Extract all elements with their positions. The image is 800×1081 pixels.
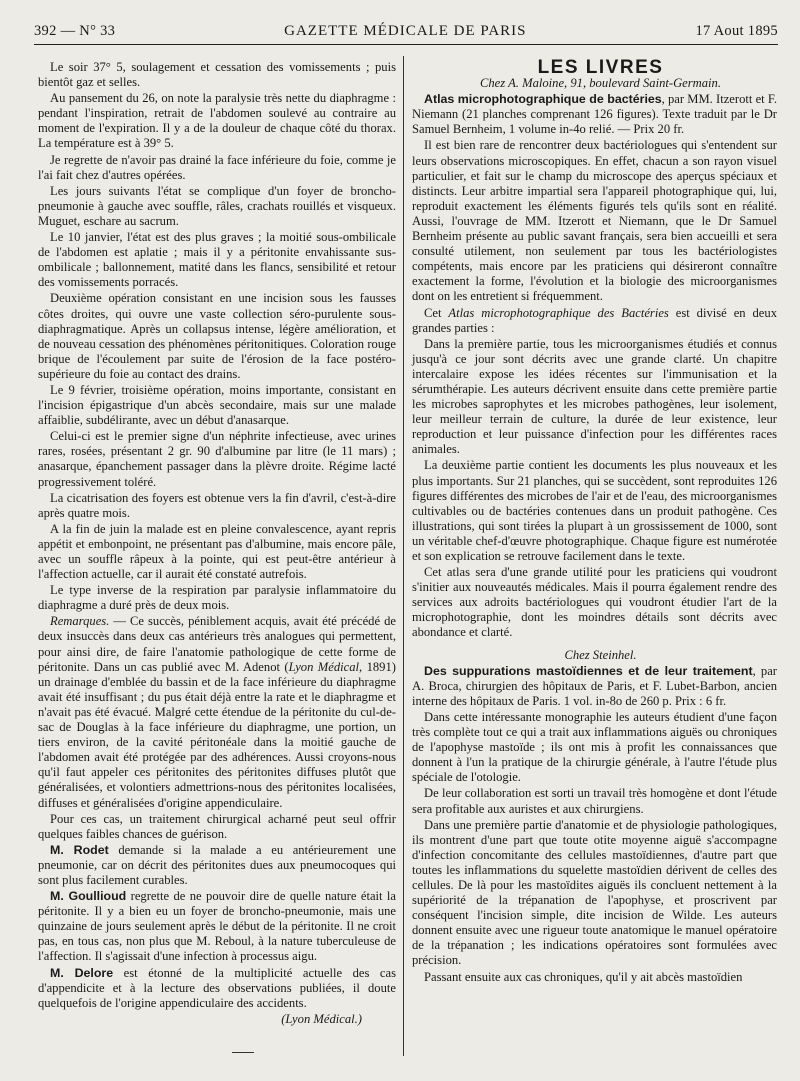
paragraph [412, 306, 777, 336]
column-divider [403, 56, 404, 1056]
paragraph: Je regrette de n'avoir pas drainé la face inférieure du foie, comme je l'ai fait chez d'autres opérées. [38, 152, 396, 182]
book-title: Des suppurations mastoïdiennes et de leur traitement [424, 663, 753, 678]
paragraph: Dans la première partie, tous les microorganismes étudiés et connus jusqu'à ce jour sont décrits avec une grande clarté. Un chapitre intercalaire expose les idées récentes sur l'immunisation et la sérumthérapie. Les auteurs décrivent ensuite dans cette première partie les microbes saprophytes et les microbes pathogènes, leur isolement, leur meilleur terrain de culture, la durée de leur existence, leur reproduction et leur puissance d'infection pour les différentes races animales. [412, 336, 777, 457]
paragraph: De leur collaboration est sorti un travail très homogène et dont l'étude sera profitable aux auristes et aux chirurgiens. [412, 786, 777, 816]
right-column [412, 57, 777, 986]
paragraph: Le type inverse de la respiration par paralysie inflammatoire du diaphragme a duré près de deux mois. [38, 583, 396, 613]
book-title: Atlas microphotographique de bactéries [424, 92, 662, 107]
issue-date: 17 Aout 1895 [695, 22, 778, 39]
paragraph: Le soir 37° 5, soulagement et cessation des vomissements ; puis bientôt gaz et selles. [38, 60, 396, 90]
remarks-text-rest: , 1891) un drainage d'emblée du bassin et de la face inférieure du diaphragme avait été insuffisant ; du pus était déjà entre la rate et le diaphragme et n'avait pas été évacué. Malgré cette étendue de la péritonite du cul-de-sac de Douglas à la face inférieure du diaphragme, une portion, un tiers environ, de la cavité péritonéale dans la moitié gauche de l'abdomen avait été protégée par des adhérences. Aussi croyons-nous qu'il faut appeler ces péritonites des péritonites diffuses plutôt que généralisées, et volontiers admettrions-nous des péritonites localisées, diffuses et généralisées d'origine appendiculaire. [38, 659, 396, 810]
speaker-paragraph [38, 966, 396, 1011]
speaker-text: demande si la malade a eu antérieurement une pneumonie, car on décrit des péritonites dues aux pneumocoques qui sont plus facilement curables. [38, 842, 397, 887]
remarks-paragraph [38, 614, 396, 810]
book-reference: Atlas microphotographique des Bactéries [448, 305, 669, 320]
remarks-text: — Ce succès, péniblement acquis, avait été précédé de deux insuccès dans deux cas antérieurs très analogues qui permettent, pour ainsi dire, de faire l'anatomie pathologique de cette forme de péritonite. Dans un cas publié avec M. Adenot ( [38, 614, 396, 674]
paragraph: La cicatrisation des foyers est obtenue vers la fin d'avril, c'est-à-dire après quatre mois. [38, 490, 396, 520]
paragraph: Pour ces cas, un traitement chirurgical acharné peut seul offrir quelques faibles chances de guérison. [38, 811, 396, 841]
speaker-text: regrette de ne pouvoir dire de quelle nature était la péritonite. Il y a bien eu un foyer de broncho-pneumonie, mais une quinzaine de jours seulement après le début de la péritonite. Il ne croit pas, en tous cas, non plus que M. Reboul, à la nature tuberculeuse de l'affection. Il s'agissait d'une infection à processus aigu. [38, 889, 397, 964]
text-span: est divisé en deux grandes parties : [412, 305, 777, 335]
paragraph: Le 9 février, troisième opération, moins importante, consistant en l'incision épigastrique d'un abcès secondaire, mais sur une malade affaiblie, subdélirante, avec un début d'anasarque. [38, 382, 396, 428]
book-entry-heading [412, 664, 777, 709]
header-rule [34, 44, 778, 45]
paragraph: Cet atlas sera d'une grande utilité pour les praticiens qui voudront s'initier aux nouveautés médicales. Mais il pourra également rendre des services aux adroits bactériologues qui voudront étudier l'art de la microphotographie, dont les moindres détails sont décrits avec abondance et clarté. [412, 565, 777, 640]
text-span: Cet [424, 305, 449, 320]
paragraph: La deuxième partie contient les documents les plus nouveaux et les plus importants. Sur 21 planches, qui se succèdent, sont reproduites 126 figures différentes des microbes de l'air et de l'eau, des microorganismes cultivables ou de bactéries contenues dans un produit pathogène. Ces illustrations, qui sont tirées la plupart à un grossissement de 1000, sont un véritable chef-d'œuvre photographique. Chaque figure est numérotée et son explication se retrouve facilement dans le texte. [412, 458, 777, 563]
paragraph: Les jours suivants l'état se complique d'un foyer de broncho-pneumonie à gauche avec souffle, râles, crachats rouillés et visqueux. Muguet, eschare au sacrum. [38, 183, 396, 228]
speaker-name: M. Goullioud [50, 889, 127, 904]
journal-title: GAZETTE MÉDICALE DE PARIS [284, 22, 527, 39]
paragraph: Au pansement du 26, on note la paralysie très nette du diaphragme : pendant l'inspiration, retrait de l'abdomen soulevé au contraire au moment de l'expiration. Il y a de la douleur de chaque côté du thorax. La température est à 39° 5. [38, 91, 396, 151]
publisher-line: Chez Steinhel. [564, 647, 637, 662]
citation: Lyon Médical [288, 659, 360, 674]
paragraph: Il est bien rare de rencontrer deux bactériologues qui s'entendent sur leurs observations microscopiques. En effet, chacun a son rayon visuel particulier, et fait sur le champ du microscope des aperçus spéciaux et distincts. Leur arbitre impartial sera l'appareil photographique qui, lui, reproduit exactement les éléments figurés tels qu'ils sont en réalité. Aussi, l'ouvrage de MM. Itzerott et Niemann, que le Dr Samuel Bernheim présente au public savant français, sera bien accueilli et sera consulté utilement, non seulement par tous les bactériologistes compétents, mais encore par les praticiens qui désireront connaître exactement la forme, l'évolution et la biologie des microorganismes dont on les entretient si fréquemment. [412, 138, 777, 304]
speaker-paragraph [38, 889, 396, 964]
section-title: LES LIVRES [537, 57, 664, 78]
left-column [38, 60, 396, 1028]
paragraph: Celui-ci est le premier signe d'un néphrite infectieuse, avec urines rares, rosées, présentant 2 gr. 90 d'albumine par litre (le 11 mars) ; anasarque, épanchement passager dans la plèvre droite. Régime lacté progressivement toléré. [38, 429, 396, 489]
page-number: 392 — N° 33 [34, 22, 116, 39]
speaker-name: M. Rodet [50, 842, 109, 857]
speaker-text: est étonné de la multiplicité actuelle des cas d'appendicite et à la lecture des observations publiées, il doute quelquefois de l'origine appendiculaire des accidents. [38, 965, 396, 1010]
publisher-line: Chez A. Maloine, 91, boulevard Saint-Germain. [479, 76, 721, 91]
end-rule [232, 1052, 254, 1053]
paragraph: Dans une première partie d'anatomie et de physiologie pathologiques, ils montrent d'une part que toute otite moyenne aiguë s'accompagne d'infection concomitante des cellules mastoïdiennes, d'autre part que toutes les inflammations du squelette mastoïdien dérivent de celles des cellules. De là pour les mastoïdites aiguës ils concluent nettement à la supériorité de la trépanation de l'apophyse, et proscrivent par conséquent l'incision simple, dite incision de Wilde. Les auteurs donnent ensuite avec une rigueur toute anatomique le manuel opératoire de la trépanation ; les indications opératoires sont formulées avec précision. [412, 817, 777, 968]
remarks-label: Remarques. [50, 614, 110, 629]
paragraph: Dans cette intéressante monographie les auteurs étudient d'une façon très complète tout ce qui a trait aux inflammations aiguës ou chroniques de l'apophyse mastoïde ; ils ont mis à profit les connaissances que donnent à l'un la pratique de la chirurgie générale, à l'autre l'étude plus spéciale de l'otologie. [412, 709, 777, 785]
source-signature: (Lyon Médical.) [281, 1011, 362, 1026]
paragraph: Deuxième opération consistant en une incision sous les fausses côtes droites, qui ouvre une vaste collection séro-purulente sous-diaphragmatique. Après un collapsus intense, légère amélioration, et de nouveau cessation des phénomènes péritonitiques. Coloration rouge brique de l'écoulement par suite de l'érosion de la face postéro-supérieure du foie au contact des drains. [38, 291, 396, 381]
paragraph: Le 10 janvier, l'état est des plus graves ; la moitié sous-ombilicale de l'abdomen est aplatie ; mais il y a péritonite envahissante sus-ombilicale ; ballonnement, matité dans les flancs, sensibilité et retour des vomissements porracés. [38, 230, 396, 290]
speaker-paragraph [38, 843, 396, 888]
speaker-name: M. Delore [50, 965, 114, 980]
book-meta: , par MM. Itzerott et F. Niemann (21 planches comprenant 126 figures). Texte traduit par le Dr Samuel Bernheim, 1 volume in-4o relié. — Prix 20 fr. [412, 92, 777, 137]
page-header [34, 20, 778, 42]
paragraph: A la fin de juin la malade est en pleine convalescence, ayant repris appétit et embonpoint, ne présentant pas d'albumine, mais encore pâle, avec un souffle râpeux à la pointe, qui est peut-être antérieur à l'affection actuelle, car il aurait été constaté autrefois. [38, 521, 396, 582]
paragraph: Passant ensuite aux cas chroniques, qu'il y ait abcès mastoïdien [424, 969, 743, 984]
book-meta: , par A. Broca, chirurgien des hôpitaux de Paris, et F. Lubet-Barbon, ancien interne des hôpitaux de Paris. 1 vol. in-8o de 260 p. Prix : 6 fr. [412, 663, 777, 708]
book-entry-heading [412, 92, 777, 137]
